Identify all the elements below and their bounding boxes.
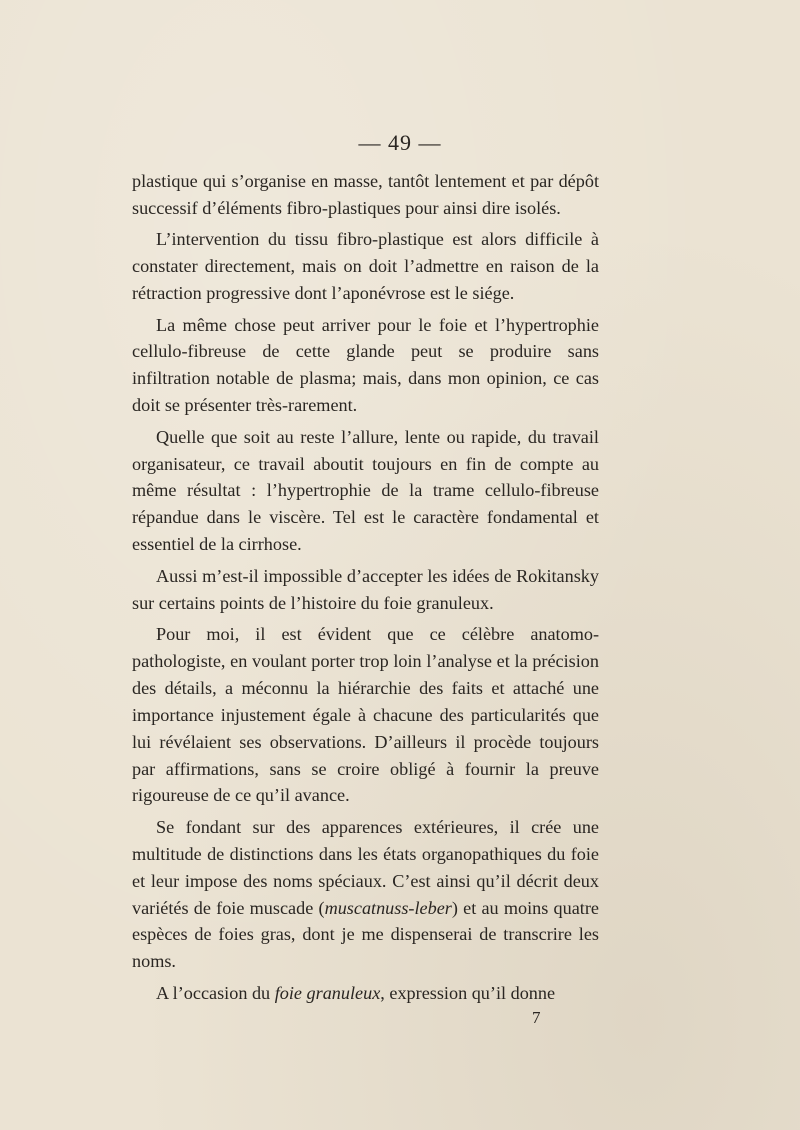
italic-term: muscatnuss-leber (324, 897, 452, 918)
paragraph (132, 980, 599, 1007)
paragraph-text: Quelle que soit au reste l’allure, lente ou rapide, du travail organisateur, ce travail aboutit toujours en fin de compte au même résultat : l’hypertrophie de la trame cellulo-fibreuse répandue dans le viscère. Tel est le caractère fondamental et essentiel de la cirrhose. (132, 426, 599, 555)
paragraph-text: Se fondant sur des apparences extérieures, il crée une multitude de distinctions dans les états organopathiques du foie et leur impose des noms spéciaux. C’est ainsi qu’il décrit deux variétés de foie muscade ( (132, 816, 599, 918)
paragraph (132, 424, 599, 559)
paragraph-text: Aussi m’est-il impossible d’accepter les idées de Rokitansky sur certains points de l’histoire du foie granuleux. (132, 565, 599, 613)
paragraph (132, 621, 599, 809)
signature-mark: 7 (532, 1008, 541, 1027)
paragraph (132, 814, 599, 975)
paragraph (132, 312, 599, 420)
paragraph-text: La même chose peut arriver pour le foie et l’hypertrophie cellulo-fibreuse de cette glande peut se produire sans infiltration notable de plasma; mais, dans mon opinion, ce cas doit se présenter très-rarement. (132, 314, 599, 416)
page-number: — 49 — (358, 130, 442, 155)
paragraph-text: , expression qu’il donne (380, 982, 556, 1003)
body-text (132, 168, 599, 1011)
paragraph-text: plastique qui s’organise en masse, tantôt lentement et par dépôt successif d’éléments fibro-plastiques pour ainsi dire isolés. (132, 171, 599, 218)
paragraph-text: L’intervention du tissu fibro-plastique est alors difficile à constater directement, mais on doit l’admettre en raison de la rétraction progressive dont l’aponévrose est le siége. (132, 229, 599, 304)
paragraph (132, 168, 599, 222)
paragraph (132, 226, 599, 307)
italic-term: foie granuleux (274, 982, 381, 1003)
paragraph-text: A l’occasion du (156, 982, 275, 1003)
paragraph-text: Pour moi, il est évident que ce célèbre anatomo-pathologiste, en voulant porter trop loin l’analyse et la précision des détails, a méconnu la hiérarchie des faits et attaché une importance injustement égale à chacune des particularités que lui révélaient ses observations. D’ailleurs il procède toujours par affirmations, sans se croire obligé à fournir la preuve rigoureuse de ce qu’il avance. (132, 624, 599, 806)
paragraph-text: ) et au moins quatre espèces de foies gras, dont je me dispenserai de transcrire les noms. (132, 897, 599, 972)
paragraph (132, 563, 599, 617)
